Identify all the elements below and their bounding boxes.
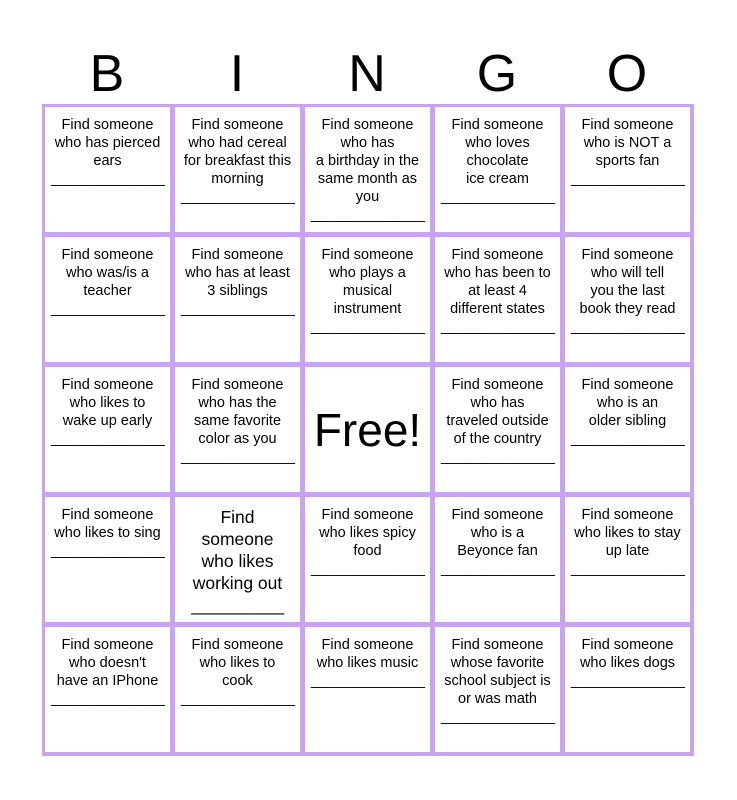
signature-line: _______________ (51, 543, 165, 559)
bingo-cell[interactable] (435, 107, 560, 232)
signature-line: _______________ (181, 189, 295, 205)
bingo-cell[interactable] (305, 627, 430, 752)
cell-prompt: Find someone who is an older sibling (581, 377, 674, 429)
cell-prompt: Find someone who has traveled outside of the country (446, 377, 549, 447)
cell-prompt: Find someone who likes dogs (579, 637, 676, 671)
header-letter-b: B (89, 45, 125, 103)
cell-prompt: Find someone who likes spicy food (319, 507, 416, 559)
header-letter-o: O (606, 45, 648, 103)
bingo-cell[interactable] (175, 627, 300, 752)
free-space-label: Free! (313, 403, 422, 456)
bingo-cell[interactable] (305, 497, 430, 622)
signature-line: _______________ (311, 561, 425, 577)
cell-prompt: Find someone who has a birthday in the same month as you (315, 117, 420, 205)
signature-line: _______________ (181, 691, 295, 707)
cell-prompt: Find someone who is a Beyonce fan (451, 507, 544, 559)
free-space[interactable] (305, 367, 430, 492)
bingo-cell[interactable] (45, 627, 170, 752)
bingo-header (42, 44, 694, 104)
bingo-cell[interactable] (565, 627, 690, 752)
signature-line: _______________ (311, 319, 425, 335)
cell-prompt: Find someone who likes to stay up late (574, 507, 681, 559)
bingo-cell[interactable] (175, 237, 300, 362)
bingo-cell[interactable] (435, 367, 560, 492)
bingo-cell[interactable] (565, 237, 690, 362)
cell-prompt: Find someone who has been to at least 4 different states (444, 247, 551, 317)
cell-prompt: Find someone who has at least 3 siblings (185, 247, 290, 299)
cell-prompt: Find someone who had cereal for breakfast this morning (183, 117, 292, 187)
signature-line: __________ (191, 595, 284, 615)
signature-line: _______________ (51, 301, 165, 317)
signature-line: _______________ (51, 171, 165, 187)
cell-prompt: Find someone who plays a musical instrument (321, 247, 414, 317)
signature-line: _______________ (571, 673, 685, 689)
bingo-cell[interactable] (435, 627, 560, 752)
signature-line: _______________ (181, 301, 295, 317)
cell-prompt: Find someone who likes music (316, 637, 419, 671)
cell-prompt: Find someone who likes to sing (54, 507, 161, 541)
cell-prompt: Find someone who likes to wake up early (61, 377, 154, 429)
signature-line: _______________ (441, 319, 555, 335)
header-letter-n: N (348, 45, 386, 103)
cell-prompt: Find someone who has the same favorite color as you (191, 377, 284, 447)
header-letter-g: G (476, 45, 518, 103)
signature-line: _______________ (441, 449, 555, 465)
signature-line: _______________ (571, 319, 685, 335)
cell-prompt: Find someone whose favorite school subject is or was math (444, 637, 551, 707)
bingo-cell[interactable] (45, 237, 170, 362)
bingo-cell[interactable] (45, 367, 170, 492)
signature-line: _______________ (571, 171, 685, 187)
signature-line: _______________ (571, 431, 685, 447)
cell-prompt: Find someone who doesn't have an IPhone (56, 637, 159, 689)
bingo-cell[interactable] (565, 497, 690, 622)
bingo-cell[interactable] (565, 367, 690, 492)
bingo-cell[interactable] (175, 107, 300, 232)
cell-prompt: Find someone who loves chocolate ice cream (451, 117, 544, 187)
bingo-cell[interactable] (305, 107, 430, 232)
cell-prompt: Find someone who likes working out (192, 507, 283, 593)
bingo-cell[interactable] (305, 237, 430, 362)
signature-line: _______________ (51, 691, 165, 707)
signature-line: _______________ (311, 207, 425, 223)
bingo-grid (42, 104, 694, 756)
signature-line: _______________ (441, 189, 555, 205)
bingo-cell[interactable] (435, 237, 560, 362)
bingo-cell[interactable] (175, 367, 300, 492)
cell-prompt: Find someone who was/is a teacher (61, 247, 154, 299)
bingo-cell[interactable] (45, 497, 170, 622)
bingo-cell[interactable] (45, 107, 170, 232)
cell-prompt: Find someone who has pierced ears (54, 117, 161, 169)
header-letter-i: I (229, 45, 245, 103)
bingo-cell[interactable] (435, 497, 560, 622)
cell-prompt: Find someone who will tell you the last book they read (579, 247, 676, 317)
cell-prompt: Find someone who is NOT a sports fan (581, 117, 674, 169)
bingo-cell[interactable] (175, 497, 300, 622)
signature-line: _______________ (441, 561, 555, 577)
signature-line: _______________ (441, 709, 555, 725)
signature-line: _______________ (51, 431, 165, 447)
signature-line: _______________ (181, 449, 295, 465)
bingo-cell[interactable] (565, 107, 690, 232)
cell-prompt: Find someone who likes to cook (191, 637, 284, 689)
signature-line: _______________ (571, 561, 685, 577)
signature-line: _______________ (311, 673, 425, 689)
